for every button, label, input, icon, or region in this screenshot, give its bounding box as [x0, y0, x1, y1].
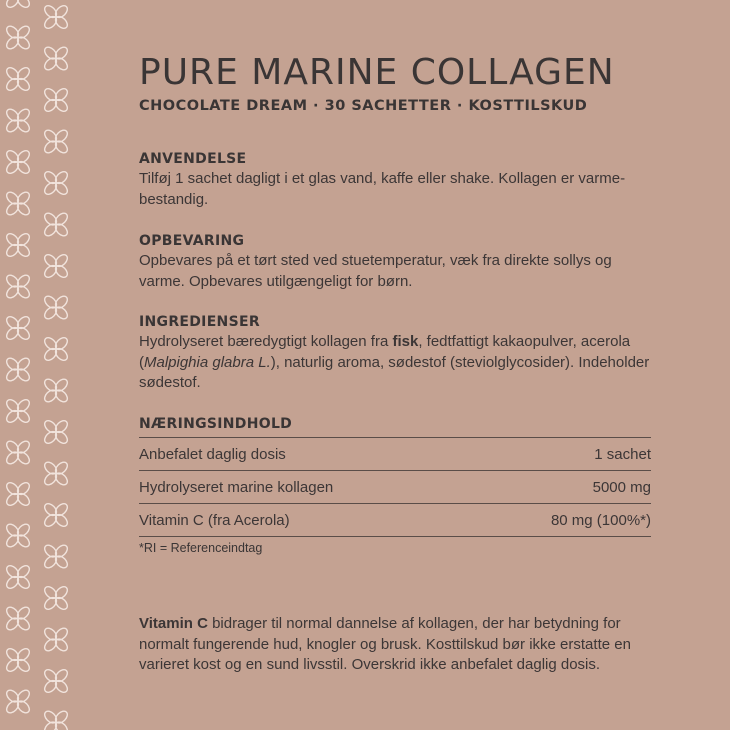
row-value: 5000 mg: [592, 478, 651, 496]
ingredients-text: Hydrolyseret bæredygtigt kollagen fra fisk, fedtfattigt kakaopulver, acerola (Malpighia glabra L.), naturlig aroma, sødestof (steviolglycosider). Indeholder sødestof.: [139, 333, 650, 391]
clover-icon: [0, 266, 39, 308]
table-row: [139, 503, 651, 537]
clover-icon: [35, 204, 77, 246]
clover-icon: [0, 681, 39, 723]
storage-section: [139, 231, 651, 292]
clover-icon: [0, 598, 39, 640]
clover-icon: [0, 141, 39, 183]
usage-text: Tilføj 1 sachet dagligt i et glas vand, kaffe eller shake. Kollagen er varme-bestandig.: [139, 170, 626, 208]
storage-heading: OPBEVARING: [139, 233, 245, 249]
row-label: Vitamin C (fra Acerola): [139, 511, 290, 529]
usage-heading: ANVENDELSE: [139, 151, 247, 167]
clover-icon: [0, 58, 39, 100]
usage-section: [139, 149, 651, 210]
storage-text: Opbevares på et tørt sted ved stuetemperatur, væk fra direkte sollys og varme. Opbevares utilgængeligt for børn.: [139, 252, 612, 290]
table-row: [139, 437, 651, 470]
ingredients-heading: INGREDIENSER: [139, 314, 260, 330]
clover-icon: [35, 536, 77, 578]
clover-icon: [0, 349, 39, 391]
clover-icon: [35, 411, 77, 453]
clover-icon: [0, 0, 39, 17]
ingredients-section: [139, 312, 651, 394]
clover-icon: [0, 639, 39, 681]
clover-icon: [35, 453, 77, 495]
clover-icon: [35, 245, 77, 287]
clover-icon: [0, 100, 39, 142]
clover-icon: [35, 287, 77, 329]
clover-icon: [0, 224, 39, 266]
clover-icon: [0, 515, 39, 557]
clover-icon: [35, 0, 77, 38]
nutrition-table: [139, 437, 651, 537]
clover-pattern: [0, 0, 82, 730]
clover-icon: [35, 370, 77, 412]
table-row: [139, 470, 651, 503]
latin-name: Malpighia glabra L.: [144, 353, 271, 371]
row-value: 80 mg (100%*): [550, 511, 651, 529]
row-label: Hydrolyseret marine kollagen: [139, 478, 334, 496]
clover-icon: [0, 722, 39, 730]
clover-icon: [0, 556, 39, 598]
clover-icon: [0, 17, 39, 59]
health-claim: Vitamin C bidrager til normal dannelse af kollagen, der har betydning for normalt fungerende hud, knogler og brusk. Kosttilskud bør ikke erstatte en varieret kost og en sund livsstil. Overskrid ikke anbefalet daglig dosis.: [139, 615, 631, 673]
row-value: 1 sachet: [594, 445, 651, 463]
clover-icon: [0, 390, 39, 432]
claim-nutrient: Vitamin C: [139, 615, 208, 632]
nutrition-section: [139, 414, 651, 434]
clover-icon: [35, 38, 77, 80]
ri-footnote: *RI = Referenceindtag: [139, 541, 263, 555]
clover-icon: [0, 183, 39, 225]
clover-icon: [0, 473, 39, 515]
clover-icon: [35, 79, 77, 121]
nutrition-heading: NÆRINGSINDHOLD: [139, 416, 293, 432]
clover-icon: [35, 619, 77, 661]
product-subtitle: CHOCOLATE DREAM · 30 SACHETTER · KOSTTILSKUD: [139, 98, 588, 114]
clover-icon: [35, 121, 77, 163]
clover-pattern-graphic: [0, 0, 82, 730]
clover-icon: [0, 307, 39, 349]
clover-icon: [0, 432, 39, 474]
clover-icon: [35, 577, 77, 619]
clover-icon: [35, 702, 77, 730]
clover-icon: [35, 494, 77, 536]
clover-icon: [35, 328, 77, 370]
allergen-text: fisk: [392, 333, 419, 350]
row-label: Anbefalet daglig dosis: [139, 445, 286, 463]
clover-icon: [35, 162, 77, 204]
clover-icon: [35, 660, 77, 702]
product-title: PURE MARINE COLLAGEN: [139, 52, 615, 93]
